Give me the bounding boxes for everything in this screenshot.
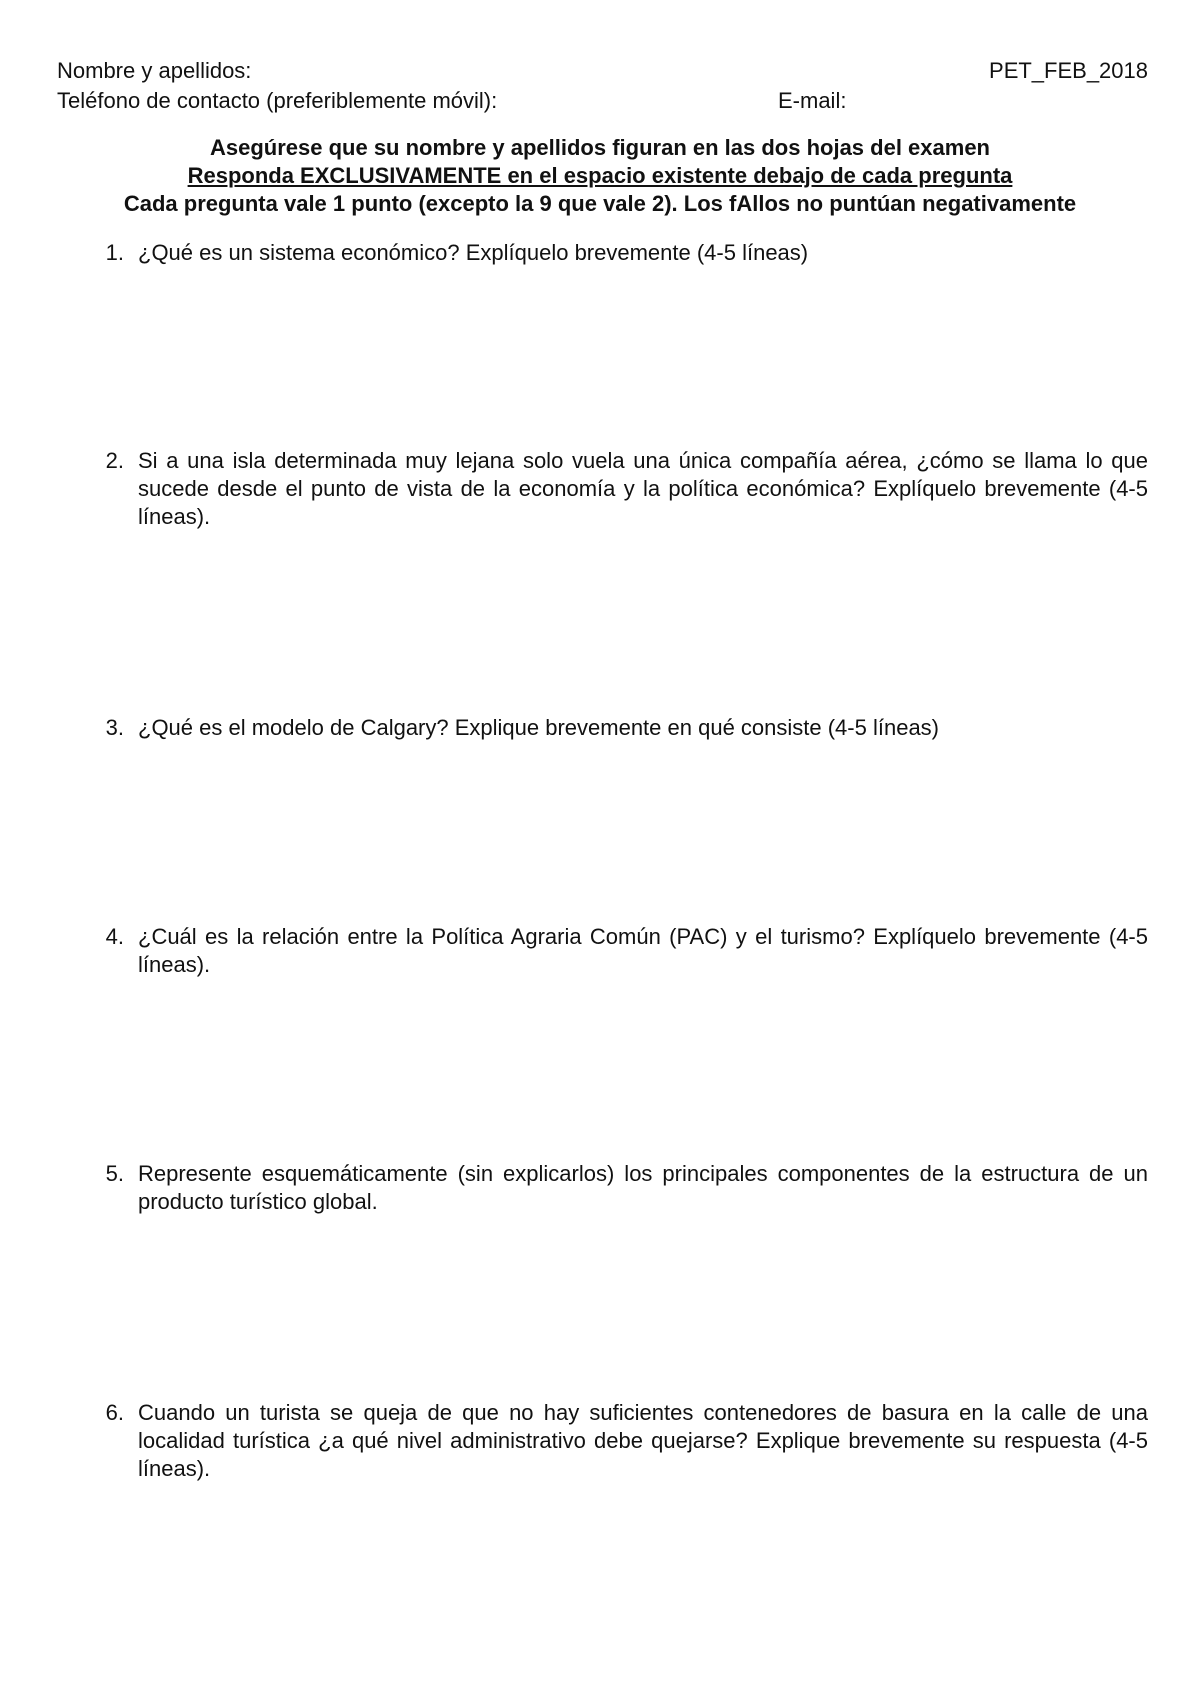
- question-number: 1.: [105, 240, 124, 265]
- instruction-names: Asegúrese que su nombre y apellidos figuran en las dos hojas del examen: [209, 135, 990, 160]
- question-text: ¿Qué es el modelo de Calgary? Explique brevemente en qué consiste (4-5 líneas): [138, 715, 940, 740]
- instruction-scoring: Cada pregunta vale 1 punto (excepto la 9 que vale 2). Los fAllos no puntúan negativamente: [123, 191, 1077, 216]
- question-text: Cuando un turista se queja de que no hay suficientes contenedores de basura en la calle de una localidad turística ¿a qué nivel administrativo debe quejarse? Explique brevemente su respuesta (4-5 líneas).: [138, 1400, 1148, 1481]
- question-text: Represente esquemáticamente (sin explicarlos) los principales componentes de la estructura de un producto turístico global.: [138, 1161, 1148, 1214]
- phone-label: Teléfono de contacto (preferiblemente móvil):: [57, 88, 498, 113]
- instruction-answer-space: Responda EXCLUSIVAMENTE en el espacio existente debajo de cada pregunta: [187, 163, 1013, 188]
- question-text: ¿Cuál es la relación entre la Política Agraria Común (PAC) y el turismo? Explíquelo brevemente (4-5 líneas).: [138, 924, 1148, 977]
- question-text: ¿Qué es un sistema económico? Explíquelo brevemente (4-5 líneas): [138, 240, 809, 265]
- exam-code: PET_FEB_2018: [989, 58, 1148, 83]
- question-number: 6.: [105, 1400, 124, 1425]
- question-number: 4.: [105, 924, 124, 949]
- question-number: 3.: [105, 715, 124, 740]
- question-number: 5.: [105, 1161, 124, 1186]
- question-number: 2.: [105, 448, 124, 473]
- name-label: Nombre y apellidos:: [57, 58, 252, 83]
- question-text: Si a una isla determinada muy lejana solo vuela una única compañía aérea, ¿cómo se llama lo que sucede desde el punto de vista de la economía y la política económica? Explíquelo brevemente (4-5 líneas).: [138, 448, 1148, 529]
- email-label: E-mail:: [778, 88, 847, 113]
